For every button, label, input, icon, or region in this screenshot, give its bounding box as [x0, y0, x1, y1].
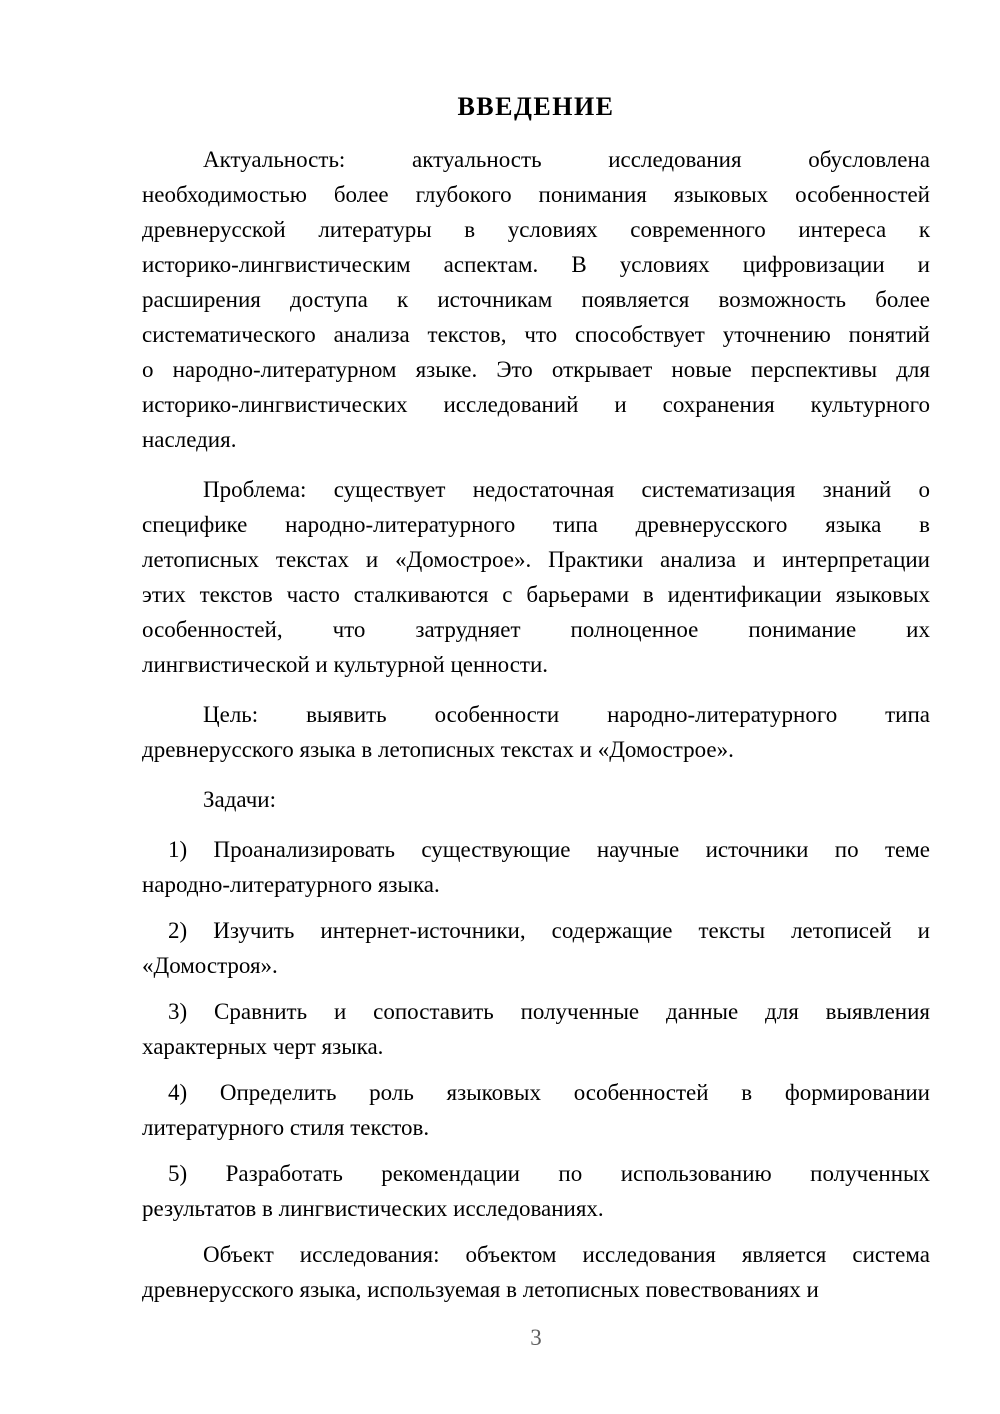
text-line: древнерусского языка в летописных текстах и «Домострое». — [142, 737, 734, 762]
text-line: систематического анализа текстов, что способствует уточнению понятий — [142, 322, 930, 347]
page-number: 3 — [530, 1325, 542, 1350]
text-line: 4) Определить роль языковых особенностей в формировании — [168, 1080, 930, 1105]
text-line: литературного стиля текстов. — [142, 1115, 430, 1140]
paragraph-problema — [142, 472, 930, 682]
text-line: Цель: выявить особенности народно-литературного типа — [203, 702, 930, 727]
paragraph-tsel — [142, 697, 930, 767]
text-line: древнерусского языка, используемая в летописных повествованиях и — [142, 1277, 819, 1302]
task-item-4 — [142, 1075, 930, 1145]
text-line: 3) Сравнить и сопоставить полученные данные для выявления — [168, 999, 930, 1024]
text-line: 5) Разработать рекомендации по использованию полученных — [168, 1161, 930, 1186]
document-content — [142, 90, 930, 1322]
text-line: о народно-литературном языке. Это открывает новые перспективы для — [142, 357, 930, 382]
text-line: 1) Проанализировать существующие научные источники по теме — [168, 837, 930, 862]
task-item-1 — [142, 832, 930, 902]
text-line: летописных текстах и «Домострое». Практики анализа и интерпретации — [142, 547, 930, 572]
text-line: характерных черт языка. — [142, 1034, 384, 1059]
text-line: древнерусской литературы в условиях современного интереса к — [142, 217, 930, 242]
text-line: Объект исследования: объектом исследования является система — [203, 1242, 930, 1267]
text-line: наследия. — [142, 427, 237, 452]
text-line: специфике народно-литературного типа древнерусского языка в — [142, 512, 930, 537]
text-line: необходимостью более глубокого понимания языковых особенностей — [142, 182, 930, 207]
paragraph-zadachi — [142, 782, 930, 817]
paragraph-aktualnost — [142, 142, 930, 457]
text-line: «Домостроя». — [142, 953, 278, 978]
task-item-3 — [142, 994, 930, 1064]
text-line: результатов в лингвистических исследованиях. — [142, 1196, 604, 1221]
document-body — [142, 142, 930, 1307]
text-line: этих текстов часто сталкиваются с барьерами в идентификации языковых — [142, 582, 930, 607]
text-line: Актуальность: актуальность исследования обусловлена — [203, 147, 930, 172]
text-line: Проблема: существует недостаточная систематизация знаний о — [203, 477, 930, 502]
text-line: лингвистической и культурной ценности. — [142, 652, 549, 677]
text-line: историко-лингвистическим аспектам. В условиях цифровизации и — [142, 252, 930, 277]
task-item-2 — [142, 913, 930, 983]
text-line: особенностей, что затрудняет полноценное понимание их — [142, 617, 930, 642]
text-line: расширения доступа к источникам появляется возможность более — [142, 287, 930, 312]
text-line: историко-лингвистических исследований и сохранения культурного — [142, 392, 930, 417]
section-title: ВВЕДЕНИЕ — [457, 92, 615, 121]
text-line: 2) Изучить интернет-источники, содержащие тексты летописей и — [168, 918, 930, 943]
paragraph-obekt — [142, 1237, 930, 1307]
text-line: Задачи: — [203, 787, 276, 812]
text-line: народно-литературного языка. — [142, 872, 440, 897]
task-item-5 — [142, 1156, 930, 1226]
